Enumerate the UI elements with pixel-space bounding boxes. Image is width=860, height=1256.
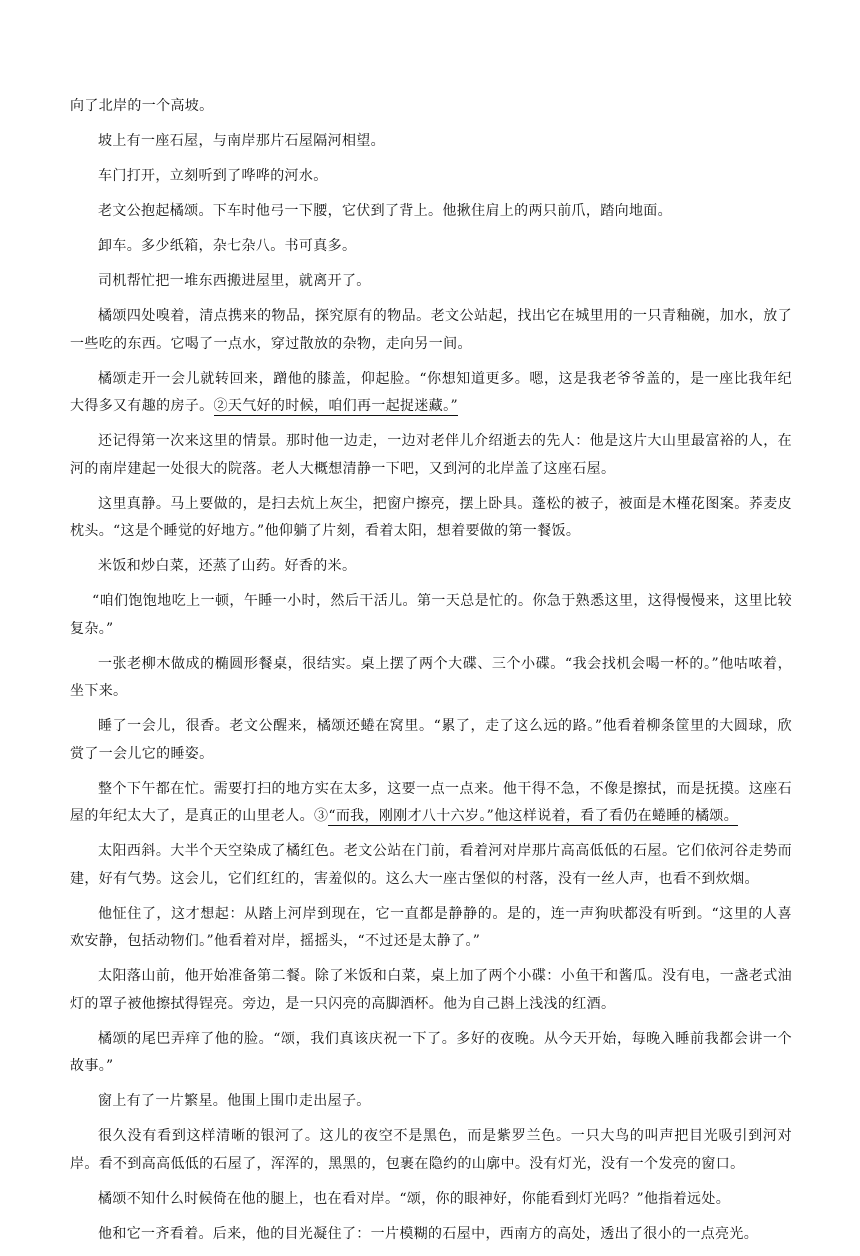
paragraph-5: 卸车。多少纸箱，杂七杂八。书可真多。	[98, 238, 357, 254]
paragraph-21: 很久没有看到这样清晰的银河了。这儿的夜空不是黑色，而是紫罗兰色。一只大鸟的叫声把目光吸引到河对岸。看不到高高低低的石屋了，浑浑的，黑黑的，包裹在隐约的山廓中。没有灯光，没有一个发亮的窗口。	[70, 1128, 792, 1172]
paragraph-16: 太阳西斜。大半个天空染成了橘红色。老文公站在门前，看着河对岸那片高高低低的石屋。它们依河谷走势而建，好有气势。这会儿，它们红红的，害羞似的。这么大一座古堡似的村落，没有一丝人声，也看不到炊烟。	[70, 843, 792, 887]
paragraph-11: 米饭和炒白菜，还蒸了山药。好香的米。	[98, 558, 357, 574]
paragraph-9: 还记得第一次来这里的情景。那时他一边走，一边对老伴儿介绍逝去的先人：他是这片大山里最富裕的人，在河的南岸建起一处很大的院落。老人大概想清静一下吧，又到河的北岸盖了这座石屋。	[70, 433, 792, 477]
paragraph-23: 他和它一齐看着。后来，他的目光凝住了：一片模糊的石屋中，西南方的高处，透出了很小的一点亮光。	[98, 1225, 759, 1242]
paragraph-22: 橘颂不知什么时候倚在他的腿上，也在看对岸。“颂，你的眼神好，你能看到灯光吗？”他指着远处。	[98, 1190, 731, 1207]
paragraph-19: 橘颂的尾巴弄痒了他的脸。“颂，我们真该庆祝一下了。多好的夜晚。从今天开始，每晚入睡前我都会讲一个故事。”	[70, 1030, 792, 1074]
paragraph-20: 窗上有了一片繁星。他围上围巾走出屋子。	[98, 1093, 371, 1109]
paragraph-2: 坡上有一座石屋，与南岸那片石屋隔河相望。	[98, 133, 385, 149]
paragraph-6: 司机帮忙把一堆东西搬进屋里，就离开了。	[98, 273, 371, 289]
paragraph-10: 这里真静。马上要做的，是扫去炕上灰尘，把窗户擦亮，摆上卧具。蓬松的被子，被面是木槿花图案。荞麦皮枕头。“这是个睡觉的好地方。”他仰躺了片刻，看着太阳，想着要做的第一餐饭。	[70, 495, 792, 539]
paragraph-17: 他怔住了，这才想起：从踏上河岸到现在，它一直都是静静的。是的，连一声狗吠都没有听到。“这里的人喜欢安静，包括动物们。”他看着对岸，摇摇头，“不过还是太静了。”	[70, 905, 792, 949]
paragraph-8-text: 橘颂走开一会儿就转回来，蹭他的膝盖，仰起脸。“你想知道更多。嗯，这是我老爷爷盖的，是一座比我年纪大得多又有趣的房子。	[70, 370, 792, 414]
paragraph-13: 一张老柳木做成的椭圆形餐桌，很结实。桌上摆了两个大碟、三个小碟。“我会找机会喝一杯的。”他咕哝着，坐下来。	[70, 655, 792, 699]
paragraph-15-text: 整个下午都在忙。需要打扫的地方实在太多，这要一点一点来。他干得不急，不像是擦拭，而是抚摸。这座石屋的年纪太大了，是真正的山里老人。③	[70, 780, 792, 824]
paragraph-15	[70, 776, 792, 831]
paragraph-12: “咱们饱饱地吃上一顿，午睡一小时，然后干活儿。第一天总是忙的。你急于熟悉这里，这得慢慢来，这里比较复杂。”	[70, 593, 792, 637]
paragraph-4: 老文公抱起橘颂。下车时他弓一下腰，它伏到了背上。他揪住肩上的两只前爪，踏向地面。	[98, 203, 672, 219]
paragraph-1: 向了北岸的一个高坡。	[70, 98, 214, 114]
paragraph-14: 睡了一会儿，很香。老文公醒来，橘颂还蜷在窝里。“累了，走了这么远的路。”他看着柳条筐里的大圆球，欣赏了一会儿它的睡姿。	[70, 718, 792, 762]
paragraph-7: 橘颂四处嗅着，清点携来的物品，探究原有的物品。老文公站起，找出它在城里用的一只青釉碗，加水，放了一些吃的东西。它喝了一点水，穿过散放的杂物，走向另一间。	[70, 308, 792, 352]
underlined-sentence-2: ②天气好的时候，咱们再一起捉迷藏。”	[213, 398, 458, 414]
paragraph-8	[70, 366, 792, 421]
paragraph-3: 车门打开，立刻听到了哗哗的河水。	[98, 168, 328, 184]
paragraph-18: 太阳落山前，他开始准备第二餐。除了米饭和白菜，桌上加了两个小碟：小鱼干和酱瓜。没有电，一盏老式油灯的罩子被他擦拭得锃亮。旁边，是一只闪亮的高脚酒杯。他为自己斟上浅浅的红酒。	[70, 968, 792, 1012]
underlined-sentence-3: “而我，刚刚才八十六岁。”他这样说着，看了看仍在蜷睡的橘颂。	[328, 808, 739, 824]
document-page	[70, 93, 792, 1256]
